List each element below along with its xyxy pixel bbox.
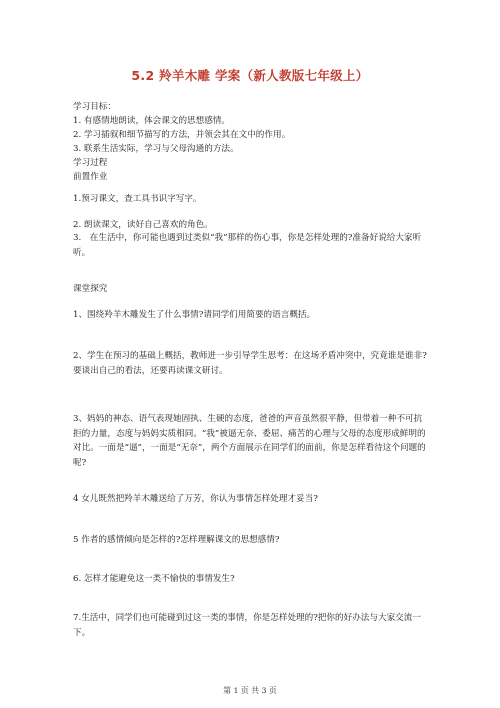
- prework-item: 3. 在生活中，你可能也遇到过类似“我”那样的伤心事，你是怎样处理的?准备好说给大家听听。: [73, 233, 422, 258]
- class-heading: 课堂探究: [73, 284, 108, 294]
- prework-item: 1.预习课文，查工具书识字写字。: [73, 194, 202, 204]
- process-heading: 学习过程: [73, 158, 108, 168]
- question-item: 6. 怎样才能避免这一类不愉快的事情发生?: [73, 574, 235, 584]
- objectives-heading: 学习目标：: [73, 102, 116, 112]
- question-item: 2、学生在预习的基础上概括，教师进一步引导学生思考：在这场矛盾冲突中，究竟谁是谁非?要谈出自己的看法，还要再读课文研讨。: [73, 351, 427, 376]
- question-item: 5 作者的感情倾向是怎样的?怎样理解课文的思想感情?: [73, 535, 280, 545]
- prework-heading: 前置作业: [73, 172, 108, 182]
- question-item: 3、妈妈的神态、语气表现她固执、生硬的态度，爸爸的声音虽然很平静，但带着一种不可抗拒的力量，态度与妈妈实质相同。“我”被逼无奈、委屈、痛苦的心理与父母的态度形成鲜明的对比。一面是“逼”，一面是“无奈”，两个方面展示在同学们的面前，你是怎样看待这个问题的呢?: [73, 414, 426, 468]
- question-item: 7.生活中，同学们也可能碰到过这一类的事情，你是怎样处理的?把你的好办法与大家交流一下。: [73, 613, 421, 638]
- objective-item: 2. 学习插叙和细节描写的方法，并领会其在文中的作用。: [73, 130, 291, 140]
- objective-item: 1. 有感情地朗读，体会课文的思想感情。: [73, 116, 231, 126]
- page-title: 5.2 羚羊木雕 学案（新人教版七年级上）: [131, 68, 369, 83]
- question-item: 1、围绕羚羊木雕发生了什么事情?请同学们用简要的语言概括。: [73, 310, 316, 320]
- page-footer: 第 1 页 共 3 页: [223, 686, 277, 695]
- question-item: 4 女儿既然把羚羊木雕送给了万芳，你认为事情怎样处理才妥当?: [73, 494, 318, 504]
- prework-item: 2. 朗读课文，读好自己喜欢的角色。: [73, 220, 213, 230]
- objective-item: 3. 联系生活实际，学习与父母沟通的方法。: [73, 144, 239, 154]
